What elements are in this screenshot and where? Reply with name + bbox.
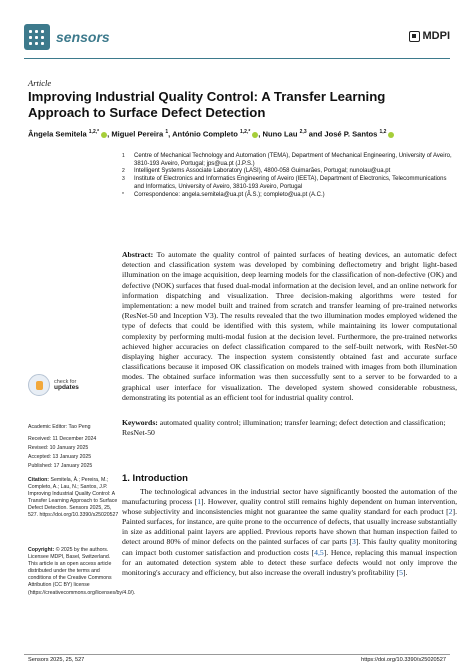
header-divider: [24, 58, 450, 59]
check-updates-icon: [28, 374, 50, 396]
updates-line1: check for: [54, 378, 77, 385]
orcid-icon[interactable]: [252, 132, 258, 138]
reference-link[interactable]: 4,5: [314, 547, 324, 557]
revised-date: Revised: 10 January 2025: [28, 445, 89, 451]
citation: [28, 477, 120, 520]
author-name: António Completo: [172, 129, 240, 139]
check-for-updates-button[interactable]: [28, 374, 79, 396]
author-affiliation-marker: 1,2,*: [88, 129, 100, 135]
article-type: Article: [28, 78, 52, 88]
intro-text: The technological advances in the industrial sector have significantly boosted the automation of the manufacturing process [: [122, 487, 457, 507]
sensors-logo-icon: [24, 24, 50, 50]
affiliations: [122, 153, 457, 199]
reference-link[interactable]: 1: [197, 497, 202, 507]
orcid-icon[interactable]: [388, 132, 394, 138]
copyright-text: © 2025 by the authors. Licensee MDPI, Basel, Switzerland. This article is an open access article distributed under the terms and conditions of the Creative Commons Attribution (CC BY) license (https://creativecommons.org/licenses/by/4.0/).: [28, 547, 136, 596]
keywords: [122, 418, 457, 438]
citation-text: Semitela, Â.; Pereira, M.; Completo, A.; Lau, N.; Santos, J.P. Improving Industrial Quality Control: A Transfer Learning Approach to Surface Defect Detection. Sensors 2025, 25, 527. https://doi.org/10.3390/s25020527: [28, 477, 119, 519]
reference-link[interactable]: 2: [448, 507, 453, 517]
footer-doi-link[interactable]: https://doi.org/10.3390/s25020527: [361, 657, 446, 663]
reference-link[interactable]: 3: [352, 537, 356, 547]
footer-divider: [24, 654, 450, 655]
keywords-label: Keywords:: [122, 418, 158, 427]
section-title-introduction: 1. Introduction: [122, 473, 188, 484]
abstract-text: To automate the quality control of painted surfaces of heating devices, an automatic defect detection and classification system was developed by combining deflectometry and bright light-based illumination on the image acquisition, deep learning models for the classification of non-defective (OK) and defective (NOK) surfaces that fused dual-modal information at the decision level, and an online network for information dispatching and visualization. Three decision-making algorithms were tested for implementation: a new model built and trained from scratch and transfer learning of pre-trained networks (ResNet-50 and Inception V3). The results revealed that the two illumination modes employed widened the type of defects that could be identified with this system, while maintaining its lower computational complexity by performing multi-modal fusion at the decision level. Furthermore, the pre-trained networks achieved higher accuracies on defect classification compared to the self-built network, with ResNet-50 displaying higher accuracy. The inspection system consistently obtained fast and accurate surface classifications because it imposed OK classification on models trained with images from both illumination modes. The obtained surface information was then successfully sent to a server to be forwarded to a graphical user interface for visualization. The developed system showed considerable robustness, demonstrating its potential as an efficient tool for industrial quality control.: [122, 250, 457, 402]
academic-editor: Academic Editor: Tao Peng: [28, 424, 91, 430]
accepted-date: Accepted: 13 January 2025: [28, 454, 92, 460]
author-affiliation-marker: 1,2,*: [240, 129, 251, 135]
author-name: Ângela Semitela: [28, 129, 89, 139]
author-affiliation-marker: 2,3: [299, 129, 307, 135]
affiliation-item: 2 Intelligent Systems Associate Laboratory (LASI), 4800-058 Guimarães, Portugal; nunolau@ua.pt: [122, 168, 391, 175]
reference-link[interactable]: 5: [399, 567, 403, 577]
journal-name: sensors: [56, 29, 110, 45]
copyright-label: Copyright:: [28, 547, 55, 553]
publisher-name: MDPI: [422, 30, 450, 42]
mdpi-logo-icon: [409, 31, 420, 42]
affiliation-item: * Correspondence: angela.semitela@ua.pt (Â.S.); completo@ua.pt (A.C.): [122, 191, 325, 198]
intro-text: ]. This faulty quality monitoring can impact both customer satisfaction and production costs [: [122, 537, 457, 557]
intro-text: ]. However, quality control still remains highly dependent on human intervention, whose subjectivity and inconsistencies might not guarantee the same quality standard for each product [: [122, 497, 457, 517]
intro-text: ]. Hence, replacing this manual inspection for an automated detection system able to detect these surface defects would not only improve the monitoring's accuracy and efficiency, but also increase the overall industry's profitability [: [122, 547, 457, 577]
author-name: José P. Santos: [324, 129, 380, 139]
journal-logo: [24, 24, 110, 50]
abstract: [122, 250, 457, 403]
affiliation-item: 3 Institute of Electronics and Informatics Engineering of Aveiro (IEETA), Department of Electronics, Telecommunications and Informatics, University of Aveiro, 3810-193 Aveiro, Portugal: [122, 176, 447, 190]
author-name: Nuno Lau: [262, 129, 300, 139]
intro-text: ]. Painted surfaces, for instance, are quite prone to the occurrence of defects, that usually increase substantially in size as additional paint layers are applied. Previous reports have shown that human inspection failed to detect around 80% of minor defects on the painted surfaces of car parts [: [122, 507, 457, 547]
author-name: Miguel Pereira: [111, 129, 166, 139]
publisher-logo: [409, 30, 451, 42]
footer-citation: Sensors 2025, 25, 527: [28, 657, 85, 663]
updates-line2: updates: [54, 384, 79, 391]
received-date: Received: 11 December 2024: [28, 436, 97, 442]
article-title: Improving Industrial Quality Control: A Transfer Learning Approach to Surface Defect Detection: [28, 89, 386, 120]
abstract-label: Abstract:: [122, 250, 154, 259]
copyright: [28, 547, 136, 597]
citation-label: Citation:: [28, 477, 50, 483]
published-date: Published: 17 January 2025: [28, 463, 93, 469]
author-list: Ângela Semitela $^{1,2,*}$ , Miguel Pereira $^1$, António Completo $^{1,2,*}$ , Nuno Lau $^{2,3}$ and José P. Santos $^{1,2}$: [28, 127, 458, 140]
author-affiliation-marker: 1: [165, 129, 169, 135]
orcid-icon[interactable]: [101, 132, 107, 138]
introduction-paragraph: [122, 487, 457, 578]
keywords-text: automated quality control; illumination; transfer learning; defect detection and classification; ResNet-50: [122, 418, 446, 437]
author-affiliation-marker: 1,2: [379, 129, 387, 135]
intro-text: ].: [402, 567, 408, 577]
affiliation-item: 1 Centre of Mechanical Technology and Automation (TEMA), Department of Mechanical Engineering, University of Aveiro, 3810-193 Aveiro, Portugal; jps@ua.pt (J.P.S.): [122, 153, 452, 167]
